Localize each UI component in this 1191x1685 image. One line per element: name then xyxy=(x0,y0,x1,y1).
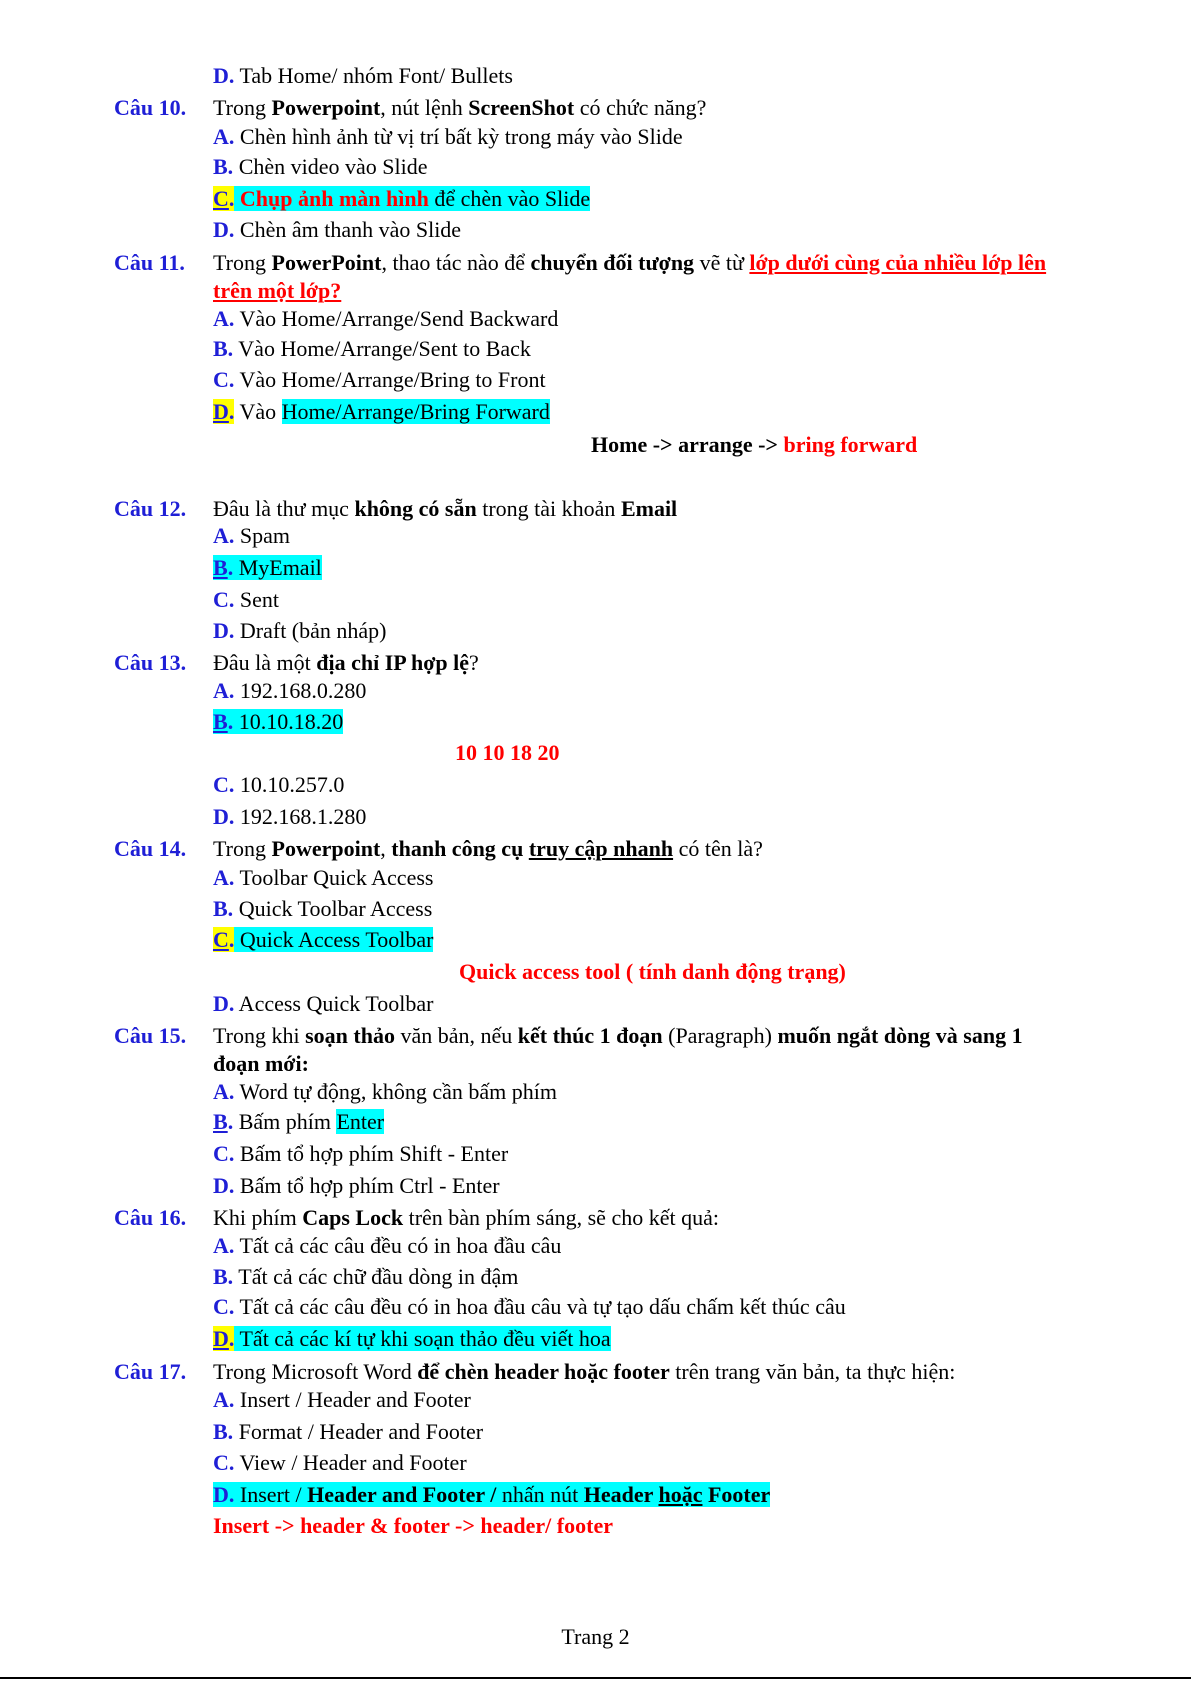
q16-option-d: D. Tất cả các kí tự khi soạn thảo đều viết hoa xyxy=(213,1326,611,1351)
q17-number: Câu 17. xyxy=(114,1359,187,1384)
q11-number: Câu 11. xyxy=(114,250,185,275)
q12-option-d: D. Draft (bản nháp) xyxy=(213,618,387,643)
q12-option-c: C. Sent xyxy=(213,587,280,612)
q14-option-a: A. Toolbar Quick Access xyxy=(213,865,434,890)
q15-number: Câu 15. xyxy=(114,1023,187,1048)
q16-number: Câu 16. xyxy=(114,1205,187,1230)
q13-option-a: A. 192.168.0.280 xyxy=(213,678,367,703)
q10-option-a: A. Chèn hình ảnh từ vị trí bất kỳ trong máy vào Slide xyxy=(213,124,683,149)
q14-option-b: B. Quick Toolbar Access xyxy=(213,896,433,921)
q17-option-d: D. Insert / Header and Footer / nhấn nút Header hoặc Footer xyxy=(213,1482,771,1507)
q11-option-d: D. Vào Home/Arrange/Bring Forward xyxy=(213,399,550,424)
q12-option-a: A. Spam xyxy=(213,523,291,548)
option-letter: D. xyxy=(213,63,235,88)
q17-option-a: A. Insert / Header and Footer xyxy=(213,1387,471,1412)
q16-option-b: B. Tất cả các chữ đầu dòng in đậm xyxy=(213,1264,519,1289)
q11-option-b: B. Vào Home/Arrange/Sent to Back xyxy=(213,336,531,361)
option-text: Tab Home/ nhóm Font/ Bullets xyxy=(234,63,513,88)
q10-option-d: D. Chèn âm thanh vào Slide xyxy=(213,217,462,242)
q16-question: Khi phím Caps Lock trên bàn phím sáng, sẽ cho kết quả: xyxy=(213,1205,719,1230)
q14-number: Câu 14. xyxy=(114,836,187,861)
q11-question-line1: Trong PowerPoint, thao tác nào để chuyển đối tượng vẽ từ lớp dưới cùng của nhiều lớp lên xyxy=(213,250,1047,275)
q15-option-c: C. Bấm tổ hợp phím Shift - Enter xyxy=(213,1141,509,1166)
q17-note: Insert -> header & footer -> header/ footer xyxy=(213,1513,613,1538)
q14-option-d: D. Access Quick Toolbar xyxy=(213,991,434,1016)
q13-number: Câu 13. xyxy=(114,650,187,675)
q12-number: Câu 12. xyxy=(114,496,187,521)
q13-question: Đâu là một địa chỉ IP hợp lệ? xyxy=(213,650,479,675)
q12-question: Đâu là thư mục không có sẵn trong tài khoản Email xyxy=(213,496,678,521)
q13-option-d: D. 192.168.1.280 xyxy=(213,804,367,829)
q13-option-c: C. 10.10.257.0 xyxy=(213,772,345,797)
q11-question-line2: trên một lớp? xyxy=(213,278,342,303)
q16-option-a: A. Tất cả các câu đều có in hoa đầu câu xyxy=(213,1233,562,1258)
q14-question: Trong Powerpoint, thanh công cụ truy cập nhanh có tên là? xyxy=(213,836,763,861)
q10-option-c: C. Chụp ảnh màn hình để chèn vào Slide xyxy=(213,186,591,211)
q11-option-c: C. Vào Home/Arrange/Bring to Front xyxy=(213,367,546,392)
footer-divider xyxy=(0,1677,1191,1679)
q15-option-b: B. Bấm phím Enter xyxy=(213,1109,385,1134)
q17-option-b: B. Format / Header and Footer xyxy=(213,1419,484,1444)
q14-option-c: C. Quick Access Toolbar xyxy=(213,927,434,952)
q17-question: Trong Microsoft Word để chèn header hoặc footer trên trang văn bản, ta thực hiện: xyxy=(213,1359,956,1384)
q15-question-line2: đoạn mới: xyxy=(213,1051,309,1076)
q15-question-line1: Trong khi soạn thảo văn bản, nếu kết thúc 1 đoạn (Paragraph) muốn ngắt dòng và sang 1 xyxy=(213,1023,1023,1048)
q9-option-d xyxy=(213,62,513,90)
q17-option-c: C. View / Header and Footer xyxy=(213,1450,467,1475)
q16-option-c: C. Tất cả các câu đều có in hoa đầu câu và tự tạo dấu chấm kết thúc câu xyxy=(213,1294,846,1319)
q11-option-a: A. Vào Home/Arrange/Send Backward xyxy=(213,306,559,331)
q10-option-b: B. Chèn video vào Slide xyxy=(213,154,428,179)
q15-option-d: D. Bấm tổ hợp phím Ctrl - Enter xyxy=(213,1173,500,1198)
page-number: Trang 2 xyxy=(561,1624,630,1649)
q14-note: Quick access tool ( tính danh động trạng) xyxy=(459,959,846,984)
q12-option-b: B. MyEmail xyxy=(213,555,322,580)
q13-note: 10 10 18 20 xyxy=(455,740,560,765)
q10-number: Câu 10. xyxy=(114,95,187,120)
q10-question: Trong Powerpoint, nút lệnh ScreenShot có chức năng? xyxy=(213,95,707,120)
q11-note: Home -> arrange -> bring forward xyxy=(591,432,918,457)
q13-option-b: B. 10.10.18.20 xyxy=(213,709,344,734)
q15-option-a: A. Word tự động, không cần bấm phím xyxy=(213,1079,557,1104)
